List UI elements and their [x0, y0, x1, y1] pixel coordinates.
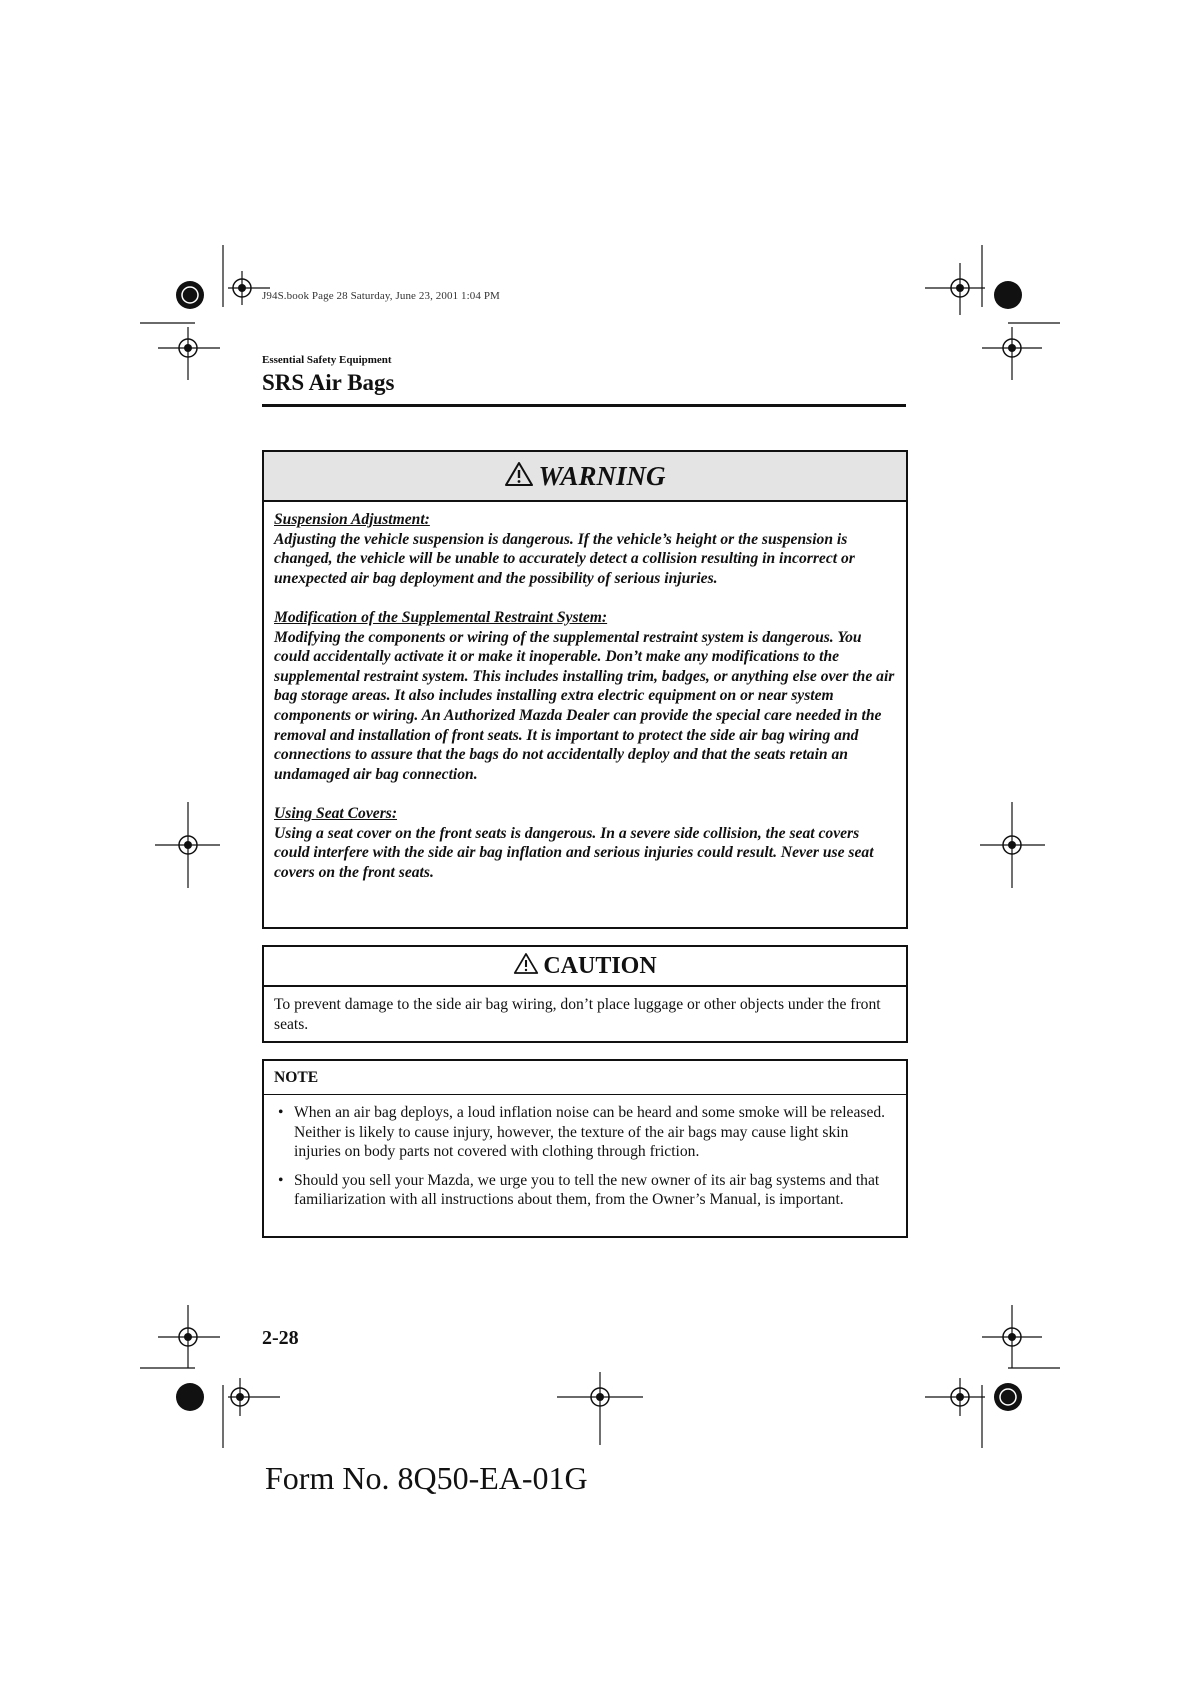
warning-body [264, 502, 906, 882]
caution-box [262, 945, 908, 1043]
warning-item-heading: Modification of the Supplemental Restraint System: [274, 608, 608, 626]
warning-item-text: Modifying the components or wiring of the supplemental restraint system is dangerous. You could accidentally activate it or make it inoperable. Don’t make any modifications to the supplemental restraint system. This includes installing trim, badges, or anything else over the air bag storage areas. It also includes installing extra electric equipment on or near system components or wiring. An Authorized Mazda Dealer can provide the special care needed in the removal and installation of front seats. It is important to protect the side air bag wiring and connections to assure that the bags do not accidentally deploy and that the seats retain an undamaged air bag connection. [274, 628, 895, 783]
warning-item [274, 608, 896, 784]
file-meta-line: J94S.book Page 28 Saturday, June 23, 2001 1:04 PM [262, 290, 500, 302]
note-label: NOTE [264, 1061, 906, 1095]
warning-box [262, 450, 908, 929]
registration-mark-mid-left [150, 800, 220, 890]
warning-header [264, 452, 906, 502]
registration-mark-bottom-center [555, 1370, 645, 1450]
page-title: SRS Air Bags [262, 370, 395, 395]
warning-item [274, 510, 896, 588]
list-item [274, 1171, 894, 1210]
section-label: Essential Safety Equipment [262, 354, 392, 366]
form-number: Form No. 8Q50-EA-01G [265, 1460, 588, 1496]
note-body [264, 1095, 906, 1210]
registration-mark-bottom-left [130, 1300, 300, 1450]
registration-mark-bottom-right [920, 1300, 1090, 1450]
warning-item-text: Adjusting the vehicle suspension is dangerous. If the vehicle’s height or the suspension is changed, the vehicle will be unable to accurately detect a collision resulting in incorrect or unexpected air bag deployment and the possibility of serious injuries. [274, 530, 855, 587]
note-item-text: Should you sell your Mazda, we urge you to tell the new owner of its air bag systems and that familiarization with all instructions about them, from the Owner’s Manual, is important. [294, 1171, 880, 1209]
warning-triangle-icon [504, 461, 534, 492]
caution-text: To prevent damage to the side air bag wiring, don’t place luggage or other objects under the front seats. [274, 996, 881, 1033]
registration-mark-top-right [920, 245, 1090, 385]
caution-header [264, 947, 906, 987]
warning-triangle-icon [513, 952, 539, 980]
note-list [274, 1103, 894, 1210]
bullet-icon: • [278, 1104, 284, 1121]
warning-label: WARNING [538, 460, 666, 491]
title-rule [262, 404, 906, 407]
caution-label: CAUTION [543, 952, 657, 979]
note-box [262, 1059, 908, 1238]
note-item-text: When an air bag deploys, a loud inflation noise can be heard and some smoke will be released. Neither is likely to cause injury, however, the texture of the air bags may cause light skin injuries on body parts not covered with clothing through friction. [294, 1104, 886, 1161]
warning-item [274, 804, 896, 882]
warning-item-text: Using a seat cover on the front seats is dangerous. In a severe side collision, the seat covers could interfere with the side air bag inflation and serious injuries could result. Never use seat covers on the front seats. [274, 824, 874, 881]
list-item [274, 1103, 894, 1162]
warning-item-heading: Suspension Adjustment: [274, 511, 430, 528]
registration-mark-mid-right [980, 800, 1050, 890]
page-number: 2-28 [262, 1327, 299, 1349]
warning-item-heading: Using Seat Covers: [274, 804, 398, 822]
bullet-icon: • [278, 1171, 284, 1189]
